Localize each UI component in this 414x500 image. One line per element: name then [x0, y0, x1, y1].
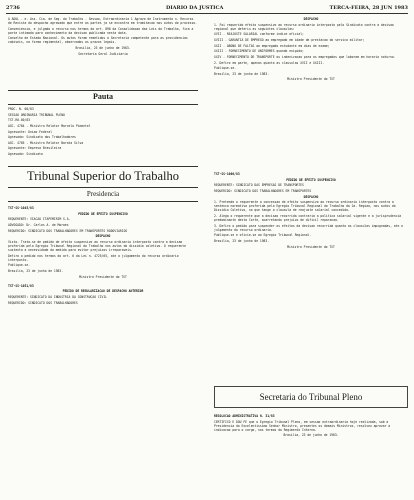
paragraph: 1. Foi requerido efeito suspensivo ao recurso ordinario interposto pelo Sindicato contra a decisao regional que deferiu as seguintes clausulas: — [214, 22, 396, 31]
paragraph: TST-SS-1045/83 — [8, 206, 34, 210]
paragraph: ADVOGADO: Dr. Carlos A. de Moraes — [8, 222, 69, 227]
paragraph: PEDIDO DE EFEITO SUSPENSIVO — [286, 177, 336, 182]
paragraph: Secretaria Geral Judiciaria — [78, 51, 128, 56]
paragraph: Brasilia, 23 de junho de 1983. — [75, 46, 131, 51]
list-item: Agravante: Uniao Federal — [8, 129, 53, 134]
paragraph: Ministro Presidente do TST — [287, 77, 335, 82]
paragraph: Brasilia, 23 de junho de 1983. — [283, 433, 339, 438]
paragraph: REQUERIDO: SINDICATO DOS TRABALHADORES — [8, 300, 78, 305]
paragraph: Brasilia, 23 de junho de 1983. — [8, 268, 64, 273]
paragraph: Brasilia, 23 de junho de 1983. — [214, 71, 270, 76]
paragraph: Publique-se. — [8, 263, 31, 268]
divider — [8, 90, 198, 91]
paragraph: Ministro Presidente do TST — [287, 244, 335, 249]
paragraph: Ministro Presidente do TST — [79, 274, 127, 279]
list-item: Agravado: Sindicato — [8, 152, 43, 157]
list-item: AGC. 4785 - Ministro Relator Barata Silva — [8, 140, 84, 145]
list-item: PROC. N. 00/83 — [8, 107, 34, 111]
paragraph: REQUERIDO: SINDICATO DOS TRABALHADORES EM TRANSPORTES RODOVIARIOS — [8, 228, 128, 233]
list-item: Agravante: Empresa Brasileira — [8, 146, 62, 151]
paragraph: Conselho de Estado Nacional. Os autos foram remetidos a Secretaria competente para as providencias cabiveis, na forma regimental, observados os prazos legais. — [8, 36, 190, 45]
divider — [8, 104, 198, 105]
pauta-heading: Pauta — [93, 92, 113, 101]
list-item: Agravado: Sindicato dos Trabalhadores — [8, 135, 76, 140]
paragraph: Brasilia, 23 de junho de 1983. — [214, 238, 270, 243]
paragraph: DESPACHO — [95, 234, 111, 239]
secretaria-heading: Secretaria do Tribunal Pleno — [259, 392, 363, 402]
paragraph: 2. Alega o requerente que a decisao recorrida contraria a politica salarial vigente e a jurisprudencia predominante desta Corte, acarretando prejuizo de dificil reparacao. — [214, 213, 403, 222]
right-top-text — [214, 17, 408, 167]
paragraph: DESPACHO — [303, 194, 319, 199]
paragraph: RESOLUCAO ADMINISTRATIVA N. 31/83 — [214, 414, 275, 418]
pauta-list — [8, 107, 198, 167]
right-middle-text — [214, 172, 408, 372]
paragraph: REQUERENTE: VIACAO ITAPEMIRIM S.A. — [8, 217, 71, 222]
paragraph: Visto. Trata-se de pedido de efeito suspensivo ao recurso ordinario interposto contra a decisao proferida pelo Egregio Tribunal Regional do Trabalho nos autos do dissidio coletivo. O requerente sustenta a necessidade da medida para evitar prejuizos irreparaveis. — [8, 239, 188, 252]
right-bottom-text — [214, 414, 408, 496]
paragraph: Publique-se. — [214, 66, 237, 71]
section-heading: Presidencia — [86, 190, 120, 198]
paragraph: XXIV - FORNECIMENTO DE TRANSPORTE ou indenizacao para os empregados que laboram em horario noturno. — [214, 54, 396, 59]
page-header — [6, 4, 408, 14]
paragraph: XXIII - FORNECIMENTO DE UNIFORMES quando exigido; — [214, 49, 304, 54]
divider — [8, 166, 198, 167]
paragraph: TST-SS-1051/83 — [8, 283, 34, 288]
paragraph: REQUERENTE: SINDICATO DA INDUSTRIA DA CONSTRUCAO CIVIL — [8, 294, 108, 299]
paragraph: 3. Defiro o pedido para suspender os efeitos da decisao recorrida quanto as clausulas impugnadas, ate o julgamento do recurso ordinario. — [214, 223, 405, 232]
list-item: TST-R0-00/83 — [8, 118, 31, 123]
paragraph: TST-SS-1066/83 — [214, 172, 240, 176]
paragraph: XVIII - GARANTIA DE EMPREGO ao empregado em idade de prestacao do servico militar; — [214, 37, 365, 42]
paragraph: DESPACHO — [303, 17, 319, 21]
paragraph: A ADUL - e. Ass. Cia. de Seg. do Trabalho - Sessao, Extraordinaria 1 Agravo de Instrumento n. Recurso de Revista do despacho agravado que entre as partes ja se encontra em tramitacao nos autos do processo. — [8, 17, 197, 26]
paragraph: 2. Defiro em parte, apenas quanto as clausulas XVII e XXIII. — [214, 60, 325, 65]
paragraph: Defiro o pedido nos termos do art. 6 da Lei n. 4725/65, ate o julgamento do recurso ordinario interposto. — [8, 253, 181, 262]
publication-name: DIARIO DA JUSTICA — [166, 5, 224, 11]
paragraph: 1. Pretende o requerente a concessao de efeito suspensivo ao recurso ordinario interposto contra a sentenca normativa proferida pelo Egregio Tribunal Regional do Trabalho da 2a. Regiao, nos autos do Dissidio Coletivo, no que tange a clausula de reajuste salarial concedido. — [214, 200, 398, 213]
left-top-text — [8, 17, 198, 87]
paragraph: PEDIDO DE REGULARIZACAO DE DESPACHO ANTERIOR — [62, 289, 144, 294]
issue-date: TERCA-FEIRA, 28 JUN 1983 — [329, 5, 408, 11]
divider — [8, 187, 198, 188]
secretaria-box — [214, 386, 408, 408]
paragraph: REQUERIDO: SINDICATO DOS TRABALHADORES EM TRANSPORTES — [214, 188, 312, 193]
paragraph: PEDIDO DE EFEITO SUSPENSIVO — [78, 211, 128, 216]
paragraph: Publique-se e oficie-se ao Egregio Tribunal Regional. — [214, 233, 312, 238]
paragraph: Conveniencia, e julgado o recurso nos termos do art. 896 da Consolidacao das Leis do Trabalho, fica a parte intimada para conhecimento da decisao publicada nesta data. — [8, 26, 196, 35]
divider — [8, 201, 198, 202]
list-item: SESSAO ORDINARIA TRIBUNAL PLENO — [8, 112, 65, 117]
tst-heading: Tribunal Superior do Trabalho — [27, 169, 179, 183]
page-number: 2736 — [6, 5, 20, 11]
paragraph: XXII - ABONO DE FALTAS ao empregado estudante em dias de exame; — [214, 43, 330, 48]
paragraph: REQUERENTE: SINDICATO DAS EMPRESAS DE TRANSPORTES — [214, 183, 304, 188]
paragraph: XVII - REAJUSTE SALARIAL conforme indice oficial; — [214, 32, 304, 37]
paragraph: CERTIFICO E DOU FE que o Egregio Tribunal Pleno, em sessao extraordinaria hoje realizada, sob a Presidencia do Excelentissimo Senhor Ministro, presentes os demais Ministros, resolveu aprovar a indicacao para o cargo, nos termos do Regimento Interno. — [214, 419, 392, 432]
list-item: AGC. 4784 - Ministro Relator Marcelo Pimentel — [8, 123, 91, 128]
left-bottom-text — [8, 206, 198, 496]
